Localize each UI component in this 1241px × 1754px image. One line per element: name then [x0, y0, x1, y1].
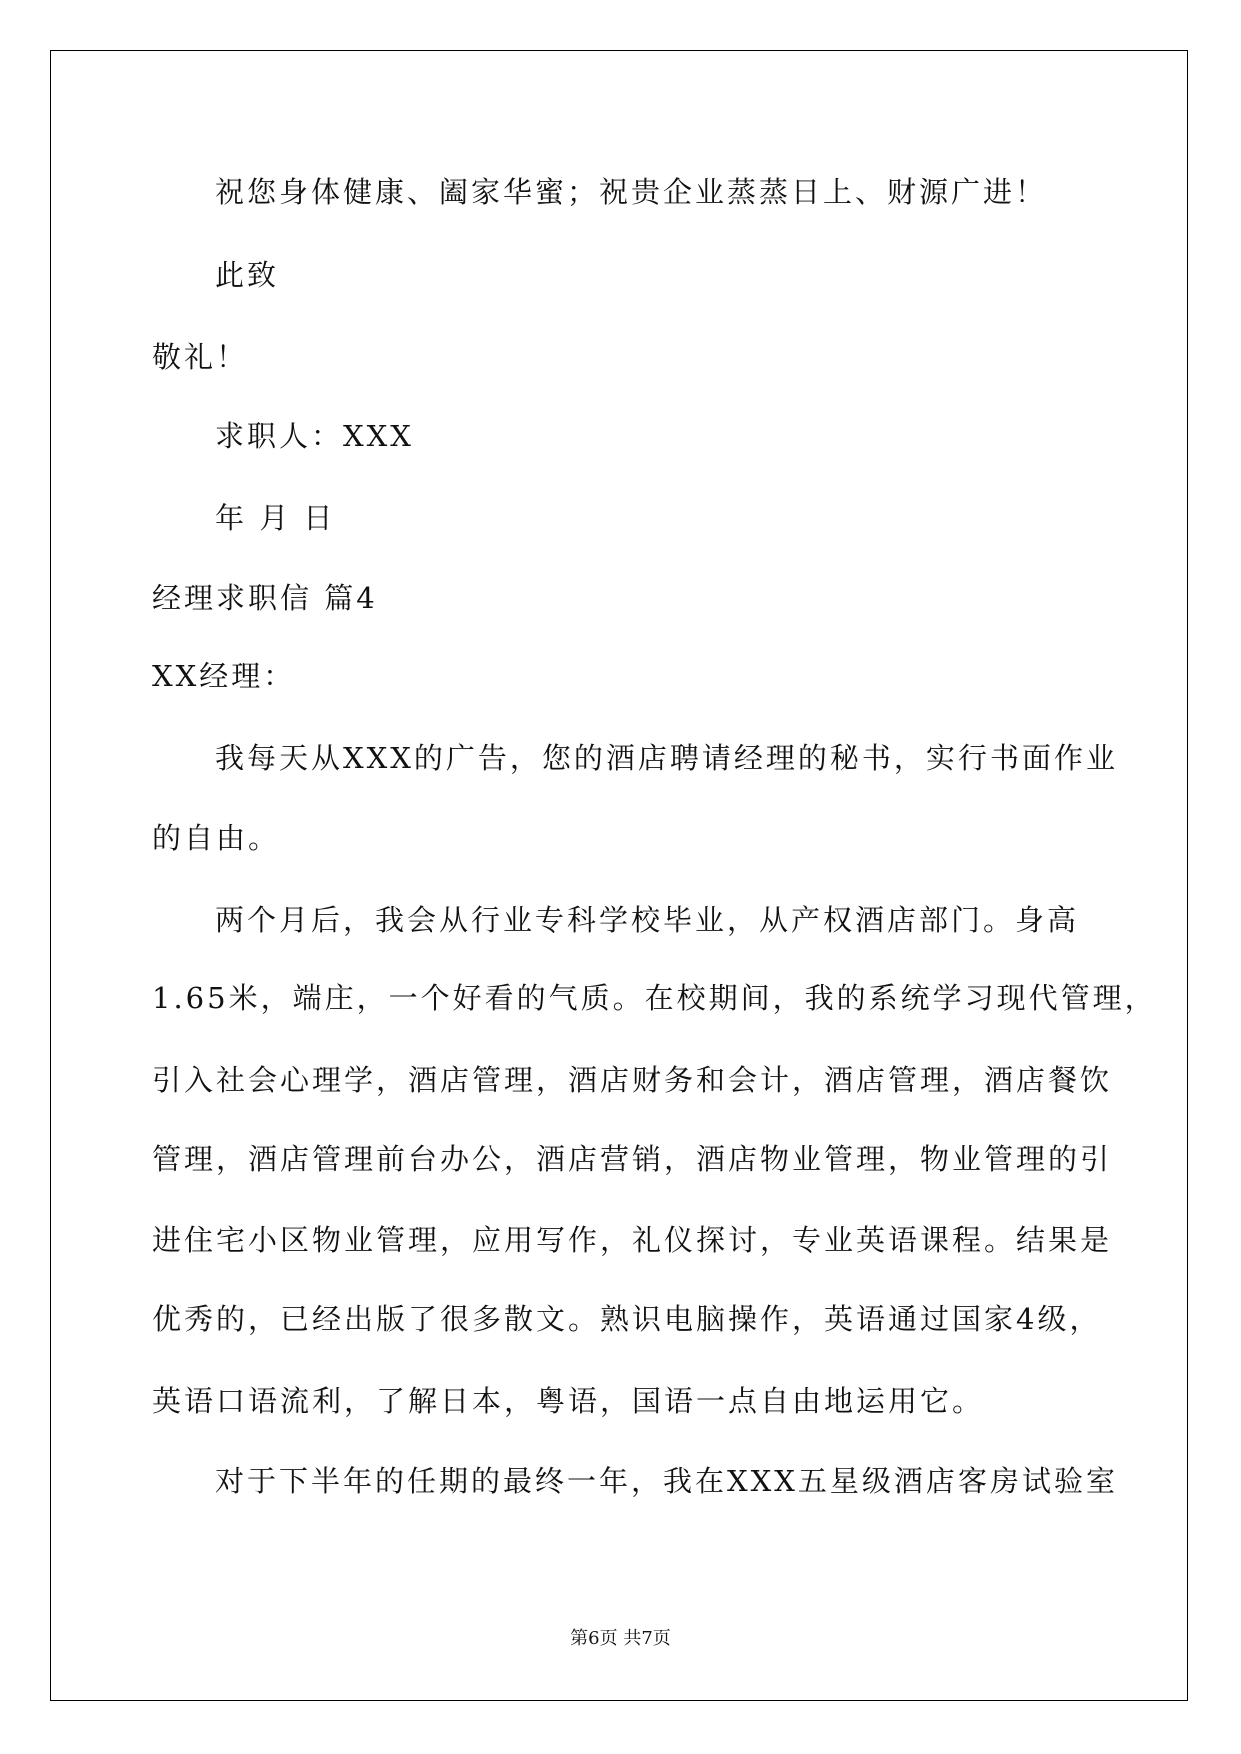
text-line: 祝您身体健康、阖家华蜜；祝贵企业蒸蒸日上、财源广进！ [215, 175, 1048, 209]
text-line: 优秀的，已经出版了很多散文。熟识电脑操作，英语通过国家4级， [152, 1302, 1102, 1336]
text-line: 1.65米，端庄，一个好看的气质。在校期间，我的系统学习现代管理， [152, 981, 1157, 1015]
text-line: 求职人：XXX [215, 419, 414, 453]
text-line: 的自由。 [152, 821, 281, 855]
text-line: 年 月 日 [215, 501, 336, 535]
text-line: 我每天从XXX的广告，您的酒店聘请经理的秘书，实行书面作业 [215, 741, 1118, 775]
text-line: 英语口语流利，了解日本，粤语，国语一点自由地运用它。 [152, 1384, 985, 1418]
text-line: 敬礼！ [152, 340, 249, 374]
text-line: 管理，酒店管理前台办公，酒店营销，酒店物业管理，物业管理的引 [152, 1142, 1113, 1176]
section-heading: 经理求职信 篇4 [152, 581, 378, 615]
text-line: 对于下半年的任期的最终一年，我在XXX五星级酒店客房试验室 [215, 1464, 1118, 1498]
text-line: 进住宅小区物业管理，应用写作，礼仪探讨，专业英语课程。结果是 [152, 1223, 1113, 1257]
page-border [50, 50, 1188, 1701]
text-line: 引入社会心理学，酒店管理，酒店财务和会计，酒店管理，酒店餐饮 [152, 1063, 1113, 1097]
text-line: 两个月后，我会从行业专科学校毕业，从产权酒店部门。身高 [215, 903, 1080, 937]
text-line: 此致 [215, 258, 280, 292]
salutation: XX经理： [152, 659, 296, 693]
page-footer: 第6页 共7页 [570, 1628, 671, 1649]
